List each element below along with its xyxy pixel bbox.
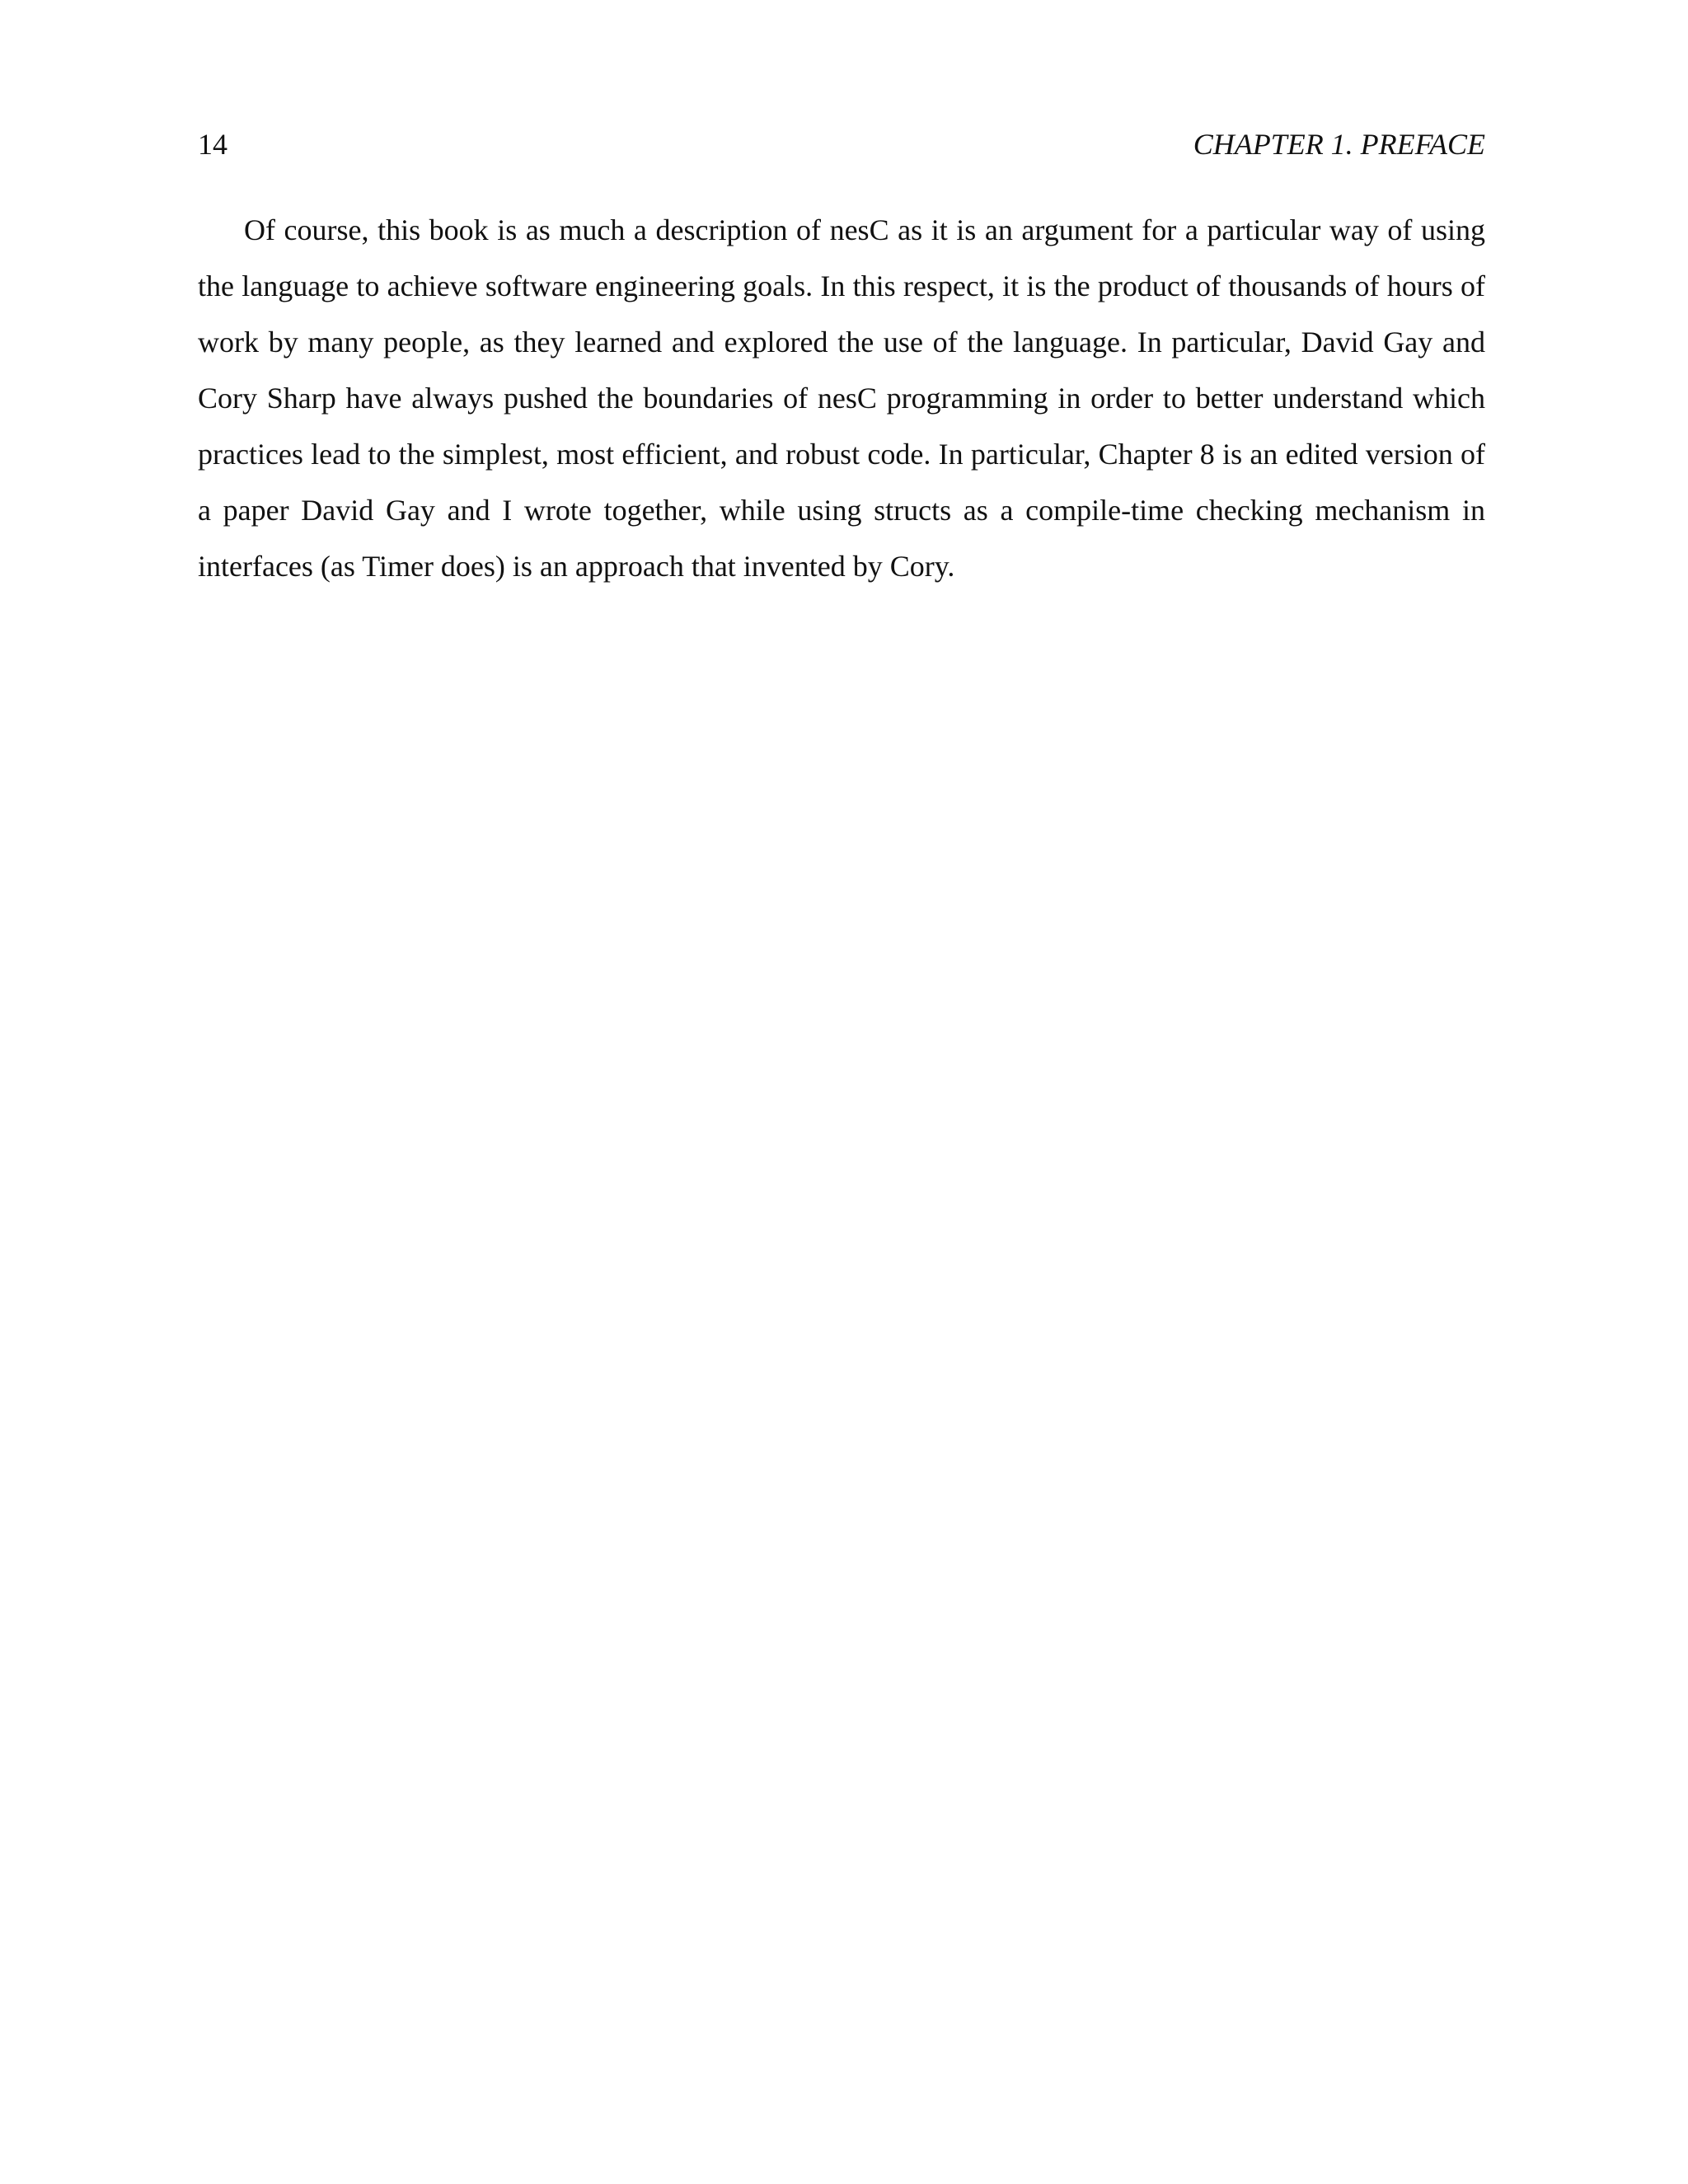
chapter-title: CHAPTER 1. PREFACE bbox=[1193, 128, 1485, 161]
page-number: 14 bbox=[198, 128, 227, 161]
running-header bbox=[198, 124, 1485, 165]
body-paragraph: Of course, this book is as much a description of nesC as it is an argument for a particular way of using the language to achieve software engineering goals. In this respect, it is the product of thousands of hours of work by many people, as they learned and explored the use of the language. In particular, David Gay and Cory Sharp have always pushed the boundaries of nesC programming in order to better understand which practices lead to the simplest, most efficient, and robust code. In particular, Chapter 8 is an edited version of a paper David Gay and I wrote together, while using structs as a compile-time checking mechanism in interfaces (as Timer does) is an approach that invented by Cory. bbox=[198, 213, 1485, 583]
